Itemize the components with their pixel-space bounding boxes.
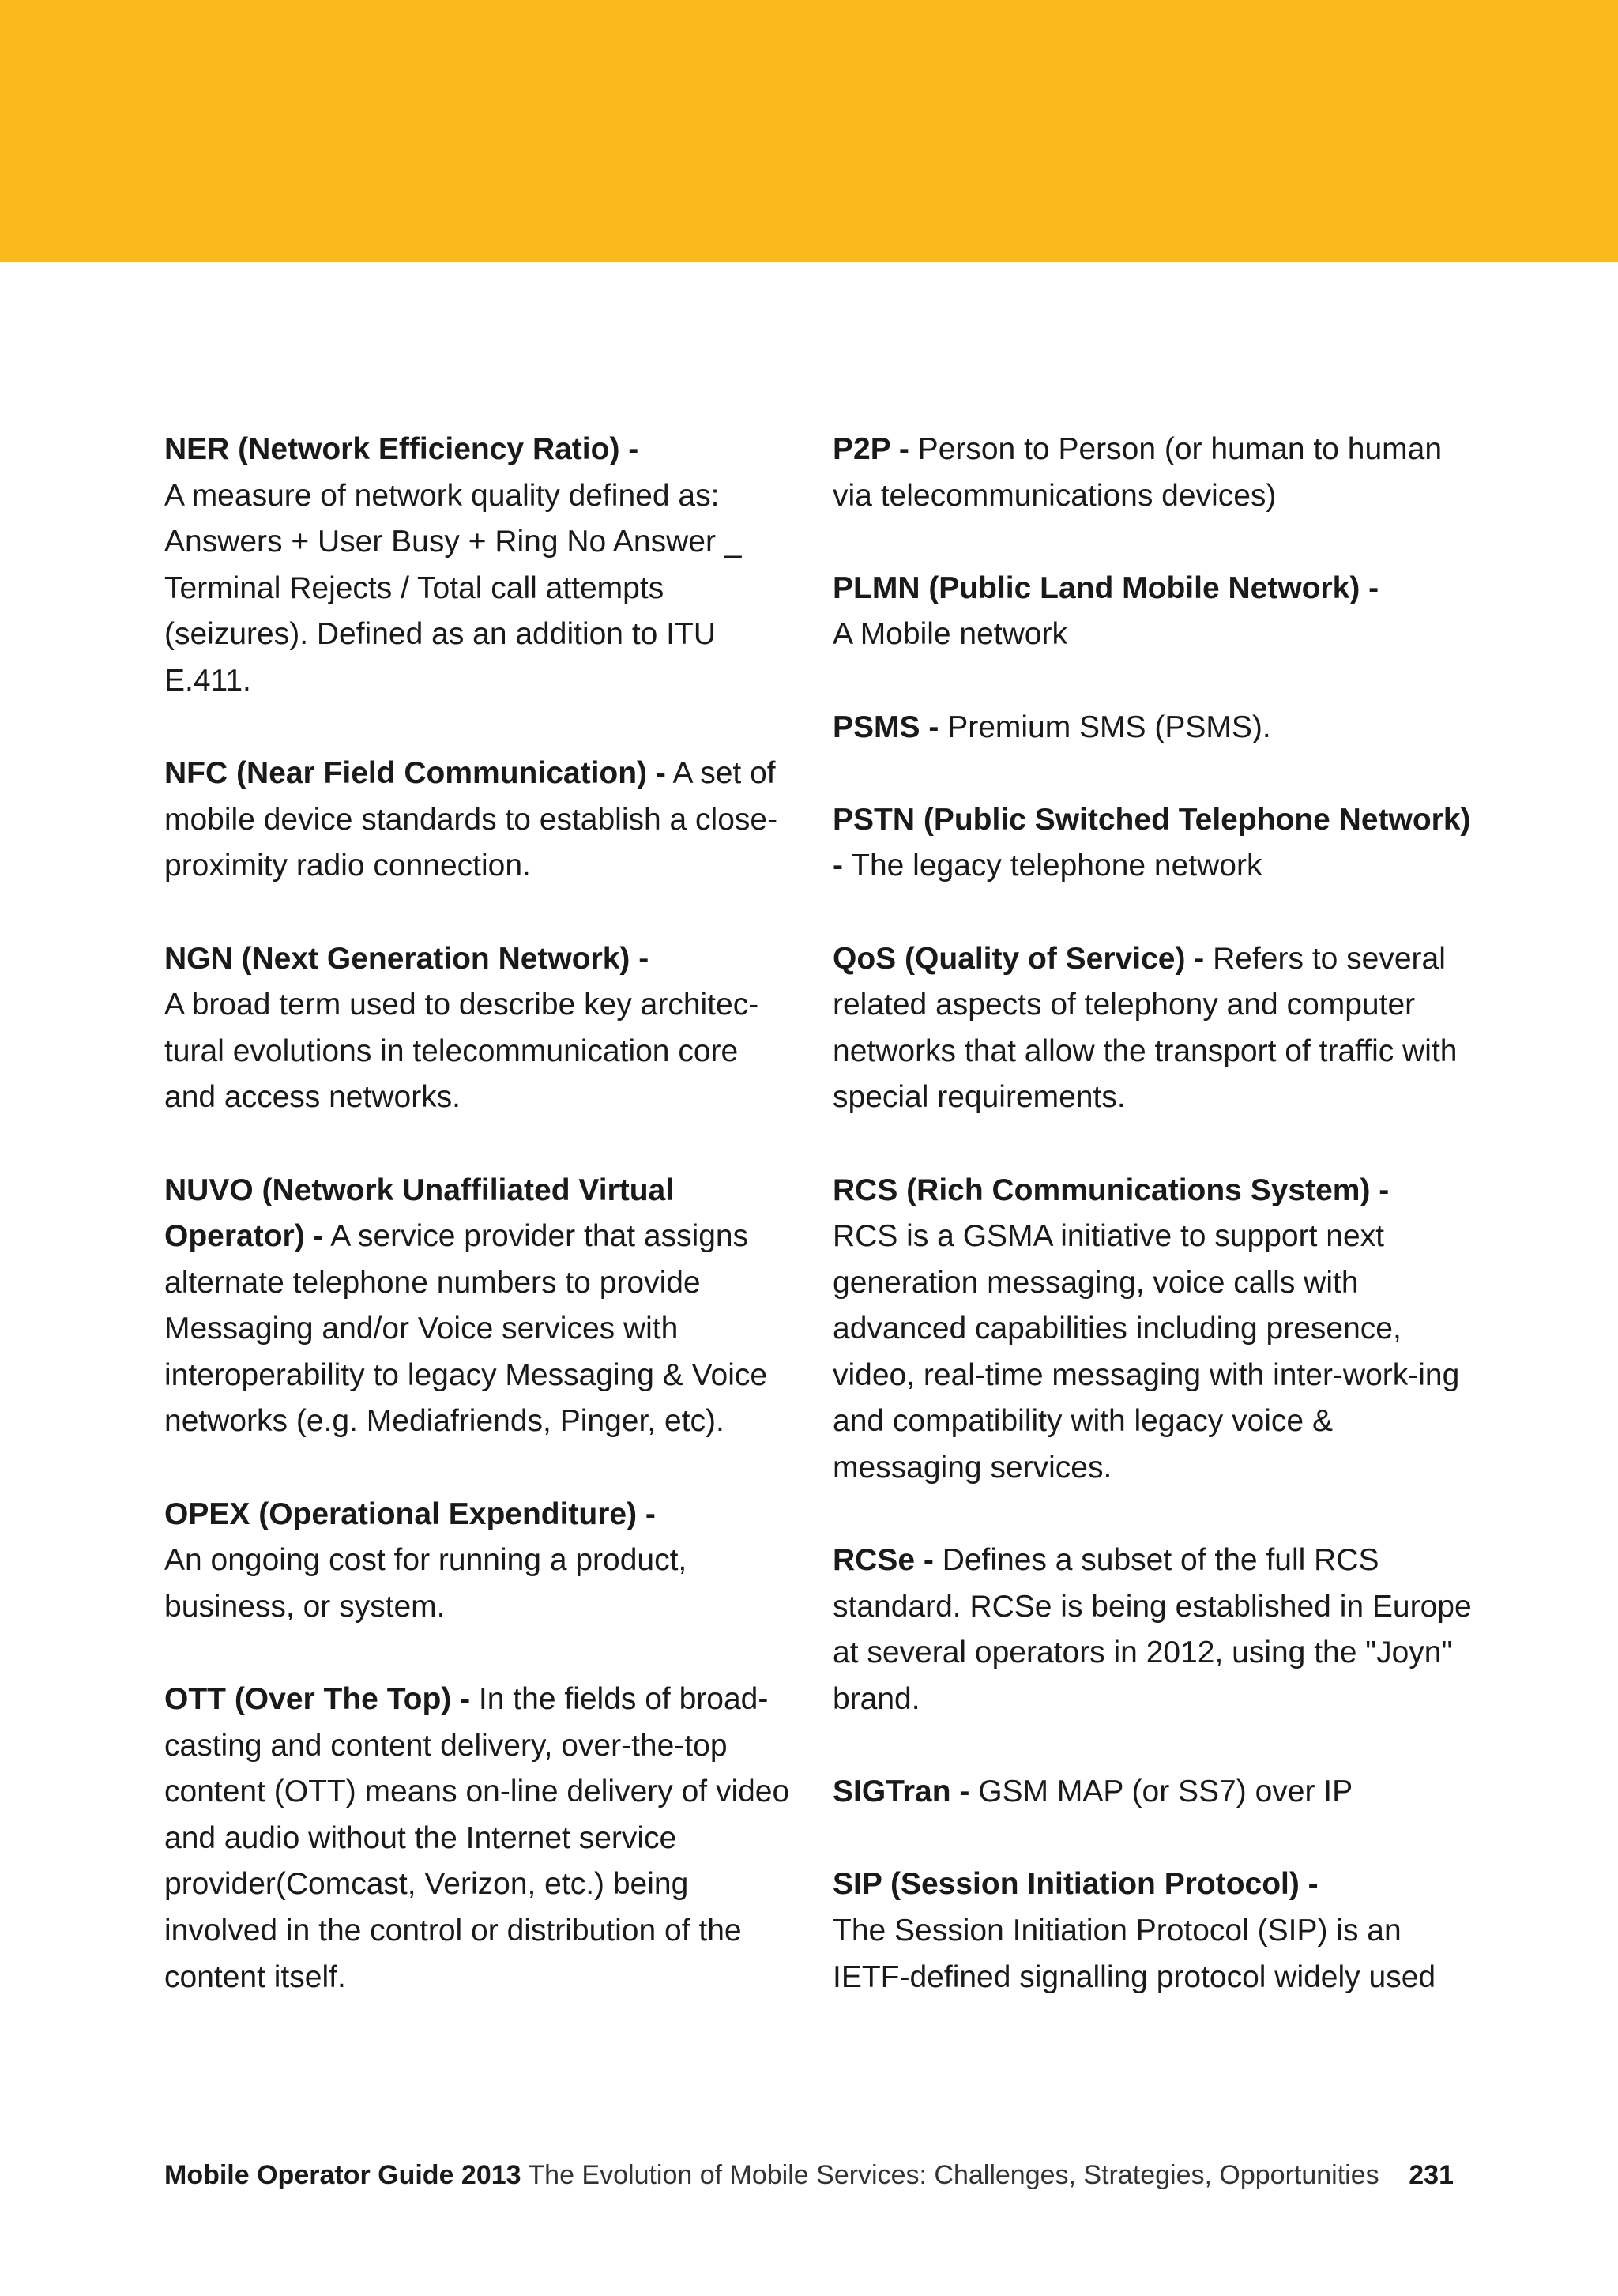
- glossary-entry-pstn: [833, 797, 1481, 890]
- glossary-entry-ott: [164, 1677, 796, 2001]
- glossary-entry-sip: [833, 1861, 1481, 2001]
- glossary-definition: In the fields of broad-casting and content delivery, over-the-top content (OTT) means on-line delivery of video and audio without the Internet service provider(Comcast, Verizon, etc.) being involved in the control or distribution of the content itself.: [164, 1682, 790, 1994]
- glossary-entry-opex: [164, 1492, 796, 1631]
- glossary-term: NFC (Near Field Communication) -: [164, 756, 666, 791]
- glossary-term: RCSe -: [833, 1543, 934, 1578]
- footer-publication-title: Mobile Operator Guide 2013: [164, 2160, 521, 2190]
- glossary-definition: The legacy telephone network: [843, 849, 1262, 883]
- glossary-definition: A broad term used to describe key architec-tural evolutions in telecommunication core and access networks.: [164, 988, 759, 1115]
- glossary-entry-sigtran: [833, 1769, 1481, 1816]
- glossary-definition: Defines a subset of the full RCS standard. RCSe is being established in Europe at several operators in 2012, using the "Joyn" brand.: [833, 1543, 1472, 1717]
- glossary-term: RCS (Rich Communications System) -: [833, 1172, 1390, 1207]
- glossary-entry-rcs: [833, 1168, 1481, 1492]
- glossary-entry-rcse: [833, 1538, 1481, 1722]
- header-banner: [0, 0, 1618, 262]
- footer-subtitle: The Evolution of Mobile Services: Challenges, Strategies, Opportunities: [521, 2160, 1379, 2190]
- glossary-term: SIGTran -: [833, 1775, 970, 1809]
- glossary-entry-p2p: [833, 427, 1481, 519]
- glossary-definition: A measure of network quality defined as: Answers + User Busy + Ring No Answer _ Terminal Rejects / Total call attempts (seizures). Defined as an addition to ITU E.411.: [164, 478, 742, 698]
- glossary-definition: The Session Initiation Protocol (SIP) is an IETF-defined signalling protocol widely used: [833, 1914, 1436, 1994]
- glossary-entry-nfc: [164, 751, 796, 890]
- glossary-term: OPEX (Operational Expenditure) -: [164, 1496, 656, 1531]
- glossary-entry-ner: [164, 427, 796, 705]
- glossary-term: P2P -: [833, 432, 909, 466]
- glossary-term: PLMN (Public Land Mobile Network) -: [833, 570, 1379, 605]
- glossary-entry-qos: [833, 936, 1481, 1121]
- glossary-entry-ngn: [164, 936, 796, 1121]
- glossary-definition: GSM MAP (or SS7) over IP: [969, 1775, 1353, 1809]
- glossary-definition: Premium SMS (PSMS).: [939, 710, 1271, 744]
- glossary-term: PSTN (Public Switched Telephone Network) -: [833, 802, 1471, 883]
- glossary-term: NGN (Next Generation Network) -: [164, 941, 649, 976]
- glossary-term: NER (Network Efficiency Ratio) -: [164, 432, 639, 466]
- glossary-column-right: [833, 427, 1481, 2047]
- glossary-entry-plmn: [833, 566, 1481, 658]
- glossary-column-left: [164, 427, 796, 2047]
- glossary-entry-nuvo: [164, 1168, 796, 1446]
- glossary-definition: An ongoing cost for running a product, business, or system.: [164, 1543, 687, 1624]
- glossary-term: SIP (Session Initiation Protocol) -: [833, 1867, 1319, 1902]
- glossary-definition: RCS is a GSMA initiative to support next generation messaging, voice calls with advanced capabilities including presence, video, real-time messaging with inter-work-ing and compatibility with legacy voice & messaging services.: [833, 1219, 1460, 1485]
- page-footer: [164, 2157, 1454, 2193]
- glossary-definition: Refers to several related aspects of telephony and computer networks that allow the transport of traffic with special requirements.: [833, 941, 1458, 1115]
- glossary-term: PSMS -: [833, 710, 939, 744]
- page-number: 231: [1409, 2160, 1454, 2190]
- glossary-definition: Person to Person (or human to human via telecommunications devices): [833, 432, 1443, 513]
- glossary-definition: A service provider that assigns alternate telephone numbers to provide Messaging and/or Voice services with interoperability to legacy Messaging & Voice networks (e.g. Mediafriends, Pinger, etc).: [164, 1219, 768, 1439]
- glossary-term: OTT (Over The Top) -: [164, 1682, 471, 1717]
- glossary-definition: A set of mobile device standards to establish a close-proximity radio connection.: [164, 756, 778, 883]
- glossary-term: QoS (Quality of Service) -: [833, 941, 1205, 976]
- glossary-term: NUVO (Network Unaffiliated Virtual Operator) -: [164, 1172, 675, 1254]
- glossary-entry-psms: [833, 705, 1481, 751]
- glossary-definition: A Mobile network: [833, 617, 1067, 652]
